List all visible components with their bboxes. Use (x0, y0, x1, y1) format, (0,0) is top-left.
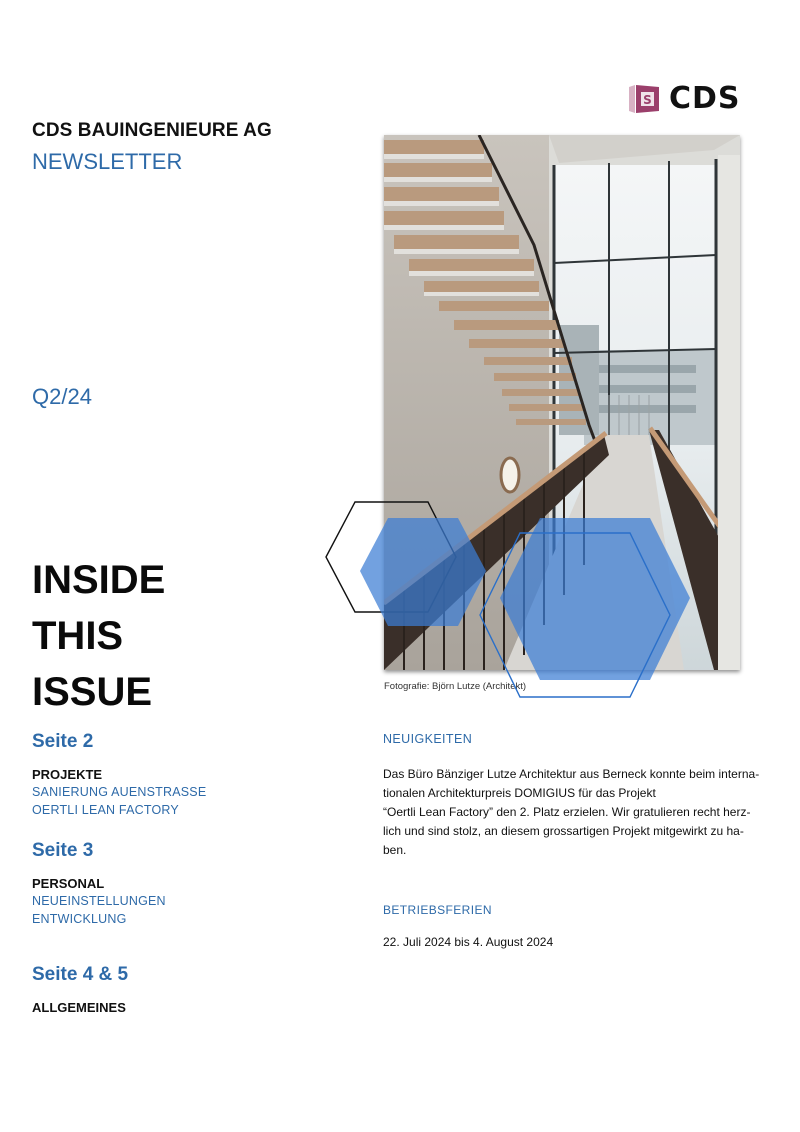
news-line: tionalen Architekturpreis DOMIGIUS für das Projekt (383, 786, 656, 800)
holidays-heading: BETRIEBSFERIEN (383, 903, 492, 917)
toc-link[interactable]: OERTLI LEAN FACTORY (32, 803, 179, 817)
toc-link[interactable]: ENTWICKLUNG (32, 912, 127, 926)
toc-page-label: Seite 2 (32, 731, 94, 752)
staircase-photo (384, 135, 740, 670)
company-name: CDS BAUINGENIEURE AG (32, 120, 272, 141)
staircase-image (384, 135, 740, 670)
toc-section-page3 (32, 840, 166, 928)
toc-page-label: Seite 3 (32, 840, 94, 861)
cds-logo-icon (627, 84, 663, 114)
logo-text: CDS (669, 81, 741, 116)
toc-link[interactable]: SANIERUNG AUENSTRASSE (32, 785, 207, 799)
inside-line: THIS (32, 614, 124, 658)
news-line: ben. (383, 843, 407, 857)
news-line: lich und sind stolz, an diesem grossartigen Projekt mitgewirkt zu ha- (383, 824, 744, 838)
holidays-dates: 22. Juli 2024 bis 4. August 2024 (383, 935, 554, 949)
svg-text:S: S (643, 93, 652, 107)
toc-section-page2 (32, 731, 206, 819)
toc-page-label: Seite 4 & 5 (32, 964, 129, 985)
news-line: “Oertli Lean Factory” den 2. Platz erzielen. Wir gratulieren recht herz- (383, 805, 751, 819)
photo-caption: Fotografie: Björn Lutze (Architekt) (384, 681, 527, 692)
news-line: Das Büro Bänziger Lutze Architektur aus Berneck konnte beim interna- (383, 767, 760, 781)
news-heading: NEUIGKEITEN (383, 732, 473, 746)
publication-title: NEWSLETTER (32, 149, 183, 174)
inside-this-issue-heading (32, 552, 165, 720)
inside-line: INSIDE (32, 558, 166, 602)
toc-section-page4-5 (32, 964, 128, 1015)
cds-logo (627, 81, 767, 116)
toc-section-title: PROJEKTE (32, 767, 103, 782)
issue-number: Q2/24 (32, 384, 92, 409)
news-body (383, 765, 763, 860)
toc-section-title: ALLGEMEINES (32, 1000, 126, 1015)
inside-line: ISSUE (32, 670, 153, 714)
toc-section-title: PERSONAL (32, 876, 105, 891)
toc-link[interactable]: NEUEINSTELLUNGEN (32, 894, 166, 908)
